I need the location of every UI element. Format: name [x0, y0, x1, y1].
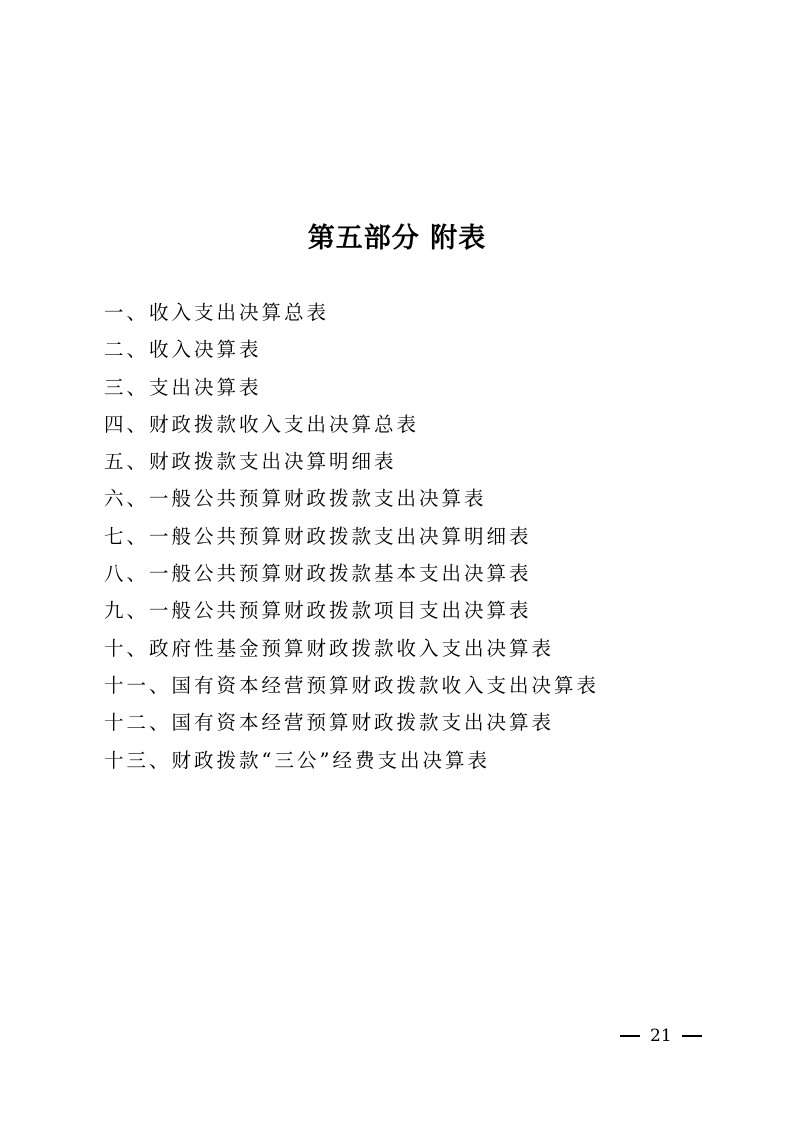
- page-title: 第五部分 附表: [307, 223, 487, 254]
- list-item: 十三、财政拨款“三公”经费支出决算表: [104, 748, 490, 772]
- list-item: 二、收入决算表: [104, 338, 262, 362]
- left-dash: [620, 1035, 640, 1037]
- list-item: 十一、国有资本经营预算财政拨款收入支出决算表: [104, 673, 600, 697]
- list-item: 十、政府性基金预算财政拨款收入支出决算表: [104, 636, 555, 660]
- right-dash: [682, 1035, 702, 1037]
- list-item: 五、财政拨款支出决算明细表: [104, 450, 397, 474]
- page-number-footer: [620, 1024, 702, 1048]
- list-item: 六、一般公共预算财政拨款支出决算表: [104, 487, 487, 511]
- list-item: 一、收入支出决算总表: [104, 301, 330, 324]
- list-item: 八、一般公共预算财政拨款基本支出决算表: [104, 562, 532, 586]
- appendix-table-list: [104, 294, 599, 779]
- list-item: 三、支出决算表: [104, 375, 262, 399]
- page-number: 21: [650, 1026, 672, 1046]
- list-item: 四、财政拨款收入支出决算总表: [104, 412, 420, 436]
- list-item: 十二、国有资本经营预算财政拨款支出决算表: [104, 711, 555, 735]
- list-item: 七、一般公共预算财政拨款支出决算明细表: [104, 524, 532, 548]
- list-item: 九、一般公共预算财政拨款项目支出决算表: [104, 599, 532, 623]
